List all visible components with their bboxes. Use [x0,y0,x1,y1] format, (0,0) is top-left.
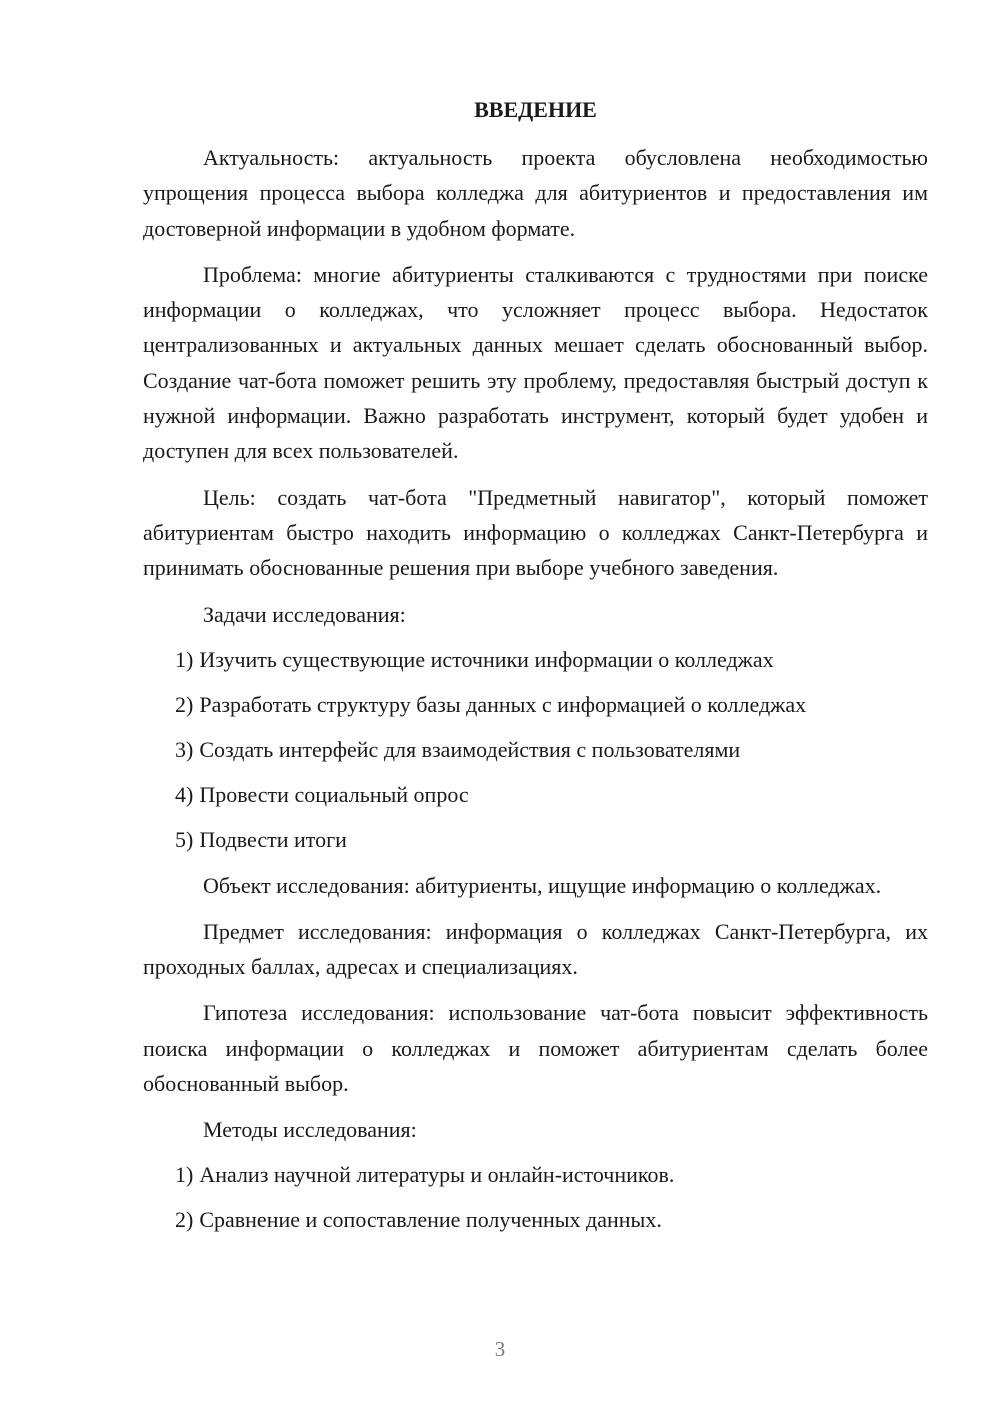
document-title: ВВЕДЕНИЕ [474,97,597,122]
methods-list [143,1158,928,1237]
list-item-text: Сравнение и сопоставление полученных данных. [199,1207,662,1233]
list-item [175,1158,928,1192]
list-item [175,823,928,857]
paragraph-relevance: Актуальность: актуальность проекта обусловлена необходимостью упрощения процесса выбора колледжа для абитуриентов и предоставления им достоверной информации в удобном формате. [143,145,928,241]
paragraph-subject: Предмет исследования: информация о колледжах Санкт-Петербурга, их проходных баллах, адресах и специализациях. [143,918,928,980]
list-item-text: Создать интерфейс для взаимодействия с пользователями [199,736,741,762]
list-item-number: 1) [175,646,194,672]
tasks-list [143,643,928,857]
list-item-text: Изучить существующие источники информации о колледжах [199,646,774,672]
list-item [175,688,928,722]
list-item-text: Разработать структуру базы данных с информацией о колледжах [199,691,807,717]
paragraph-problem: Проблема: многие абитуриенты сталкиваются с трудностями при поиске информации о колледжах, что усложняет процесс выбора. Недостаток централизованных и актуальных данных мешает сделать обоснованный выбор. Создание чат-бота поможет решить эту проблему, предоставляя быстрый доступ к нужной информации. Важно разработать инструмент, который будет удобен и доступен для всех пользователей. [143,261,928,464]
list-item-number: 2) [175,1207,194,1233]
document-page [143,94,928,1248]
paragraph-object: Объект исследования: абитуриенты, ищущие информацию о колледжах. [203,872,882,898]
list-item-text: Провести социальный опрос [199,781,469,807]
page-number: 3 [494,1337,506,1361]
list-item [175,733,928,767]
list-item-text: Подвести итоги [199,826,347,852]
tasks-label: Задачи исследования: [203,601,406,627]
list-item [175,778,928,812]
list-item-number: 4) [175,781,194,807]
list-item [175,1203,928,1237]
list-item-number: 2) [175,691,194,717]
paragraph-hypothesis: Гипотеза исследования: использование чат-бота повысит эффективность поиска информации о колледжах и поможет абитуриентам сделать более обоснованный выбор. [143,1000,928,1097]
methods-label: Методы исследования: [203,1117,417,1143]
list-item [175,643,928,677]
list-item-number: 3) [175,736,194,762]
list-item-number: 1) [175,1162,194,1188]
paragraph-goal: Цель: создать чат-бота "Предметный навигатор", который поможет абитуриентам быстро находить информацию о колледжах Санкт-Петербурга и принимать обоснованные решения при выборе учебного заведения. [143,484,928,581]
list-item-text: Анализ научной литературы и онлайн-источников. [199,1162,675,1188]
list-item-number: 5) [175,826,194,852]
